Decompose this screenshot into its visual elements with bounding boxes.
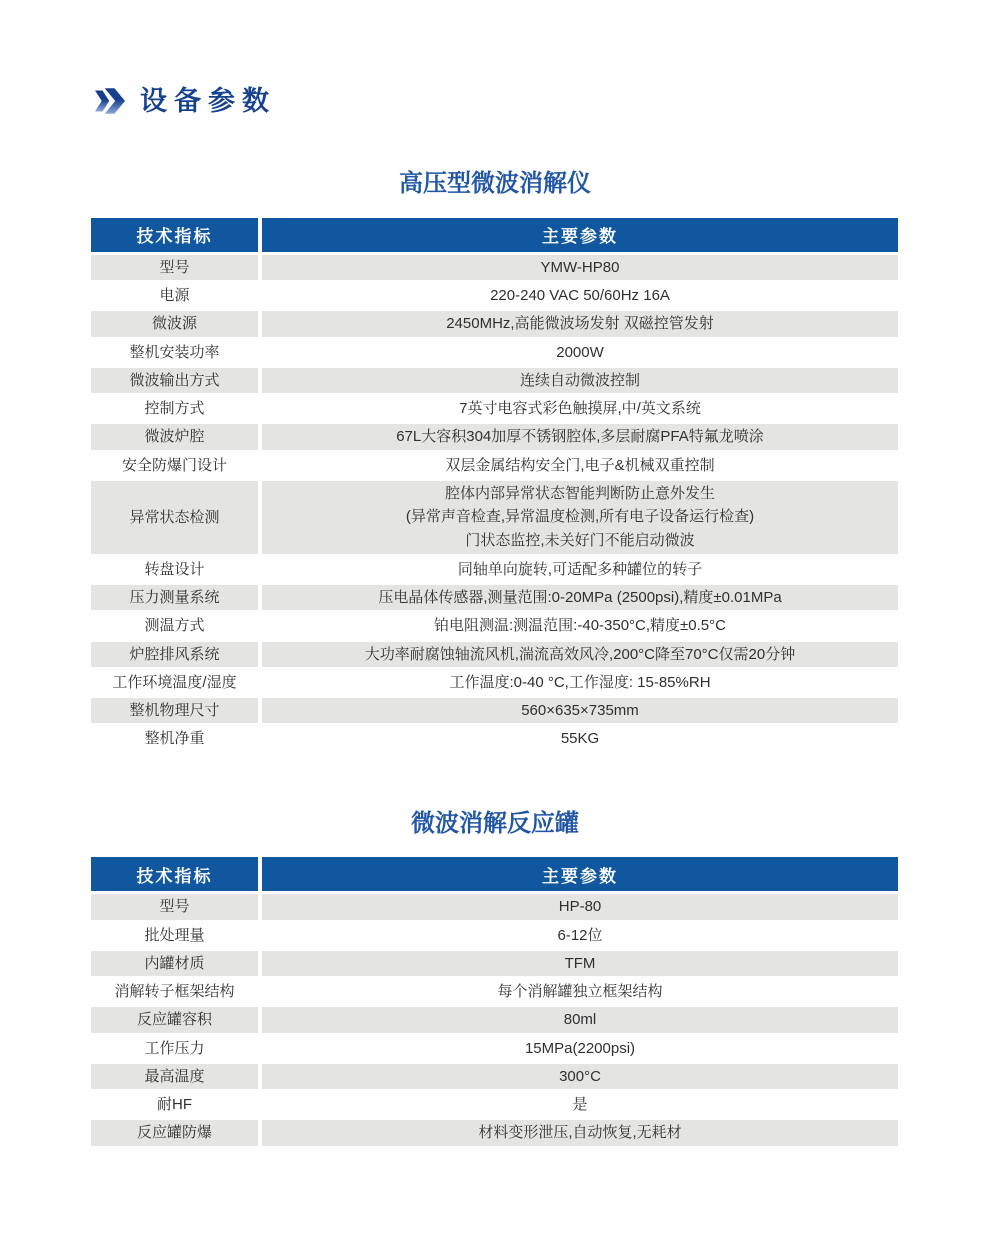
row-label: 内罐材质 — [91, 951, 258, 976]
row-value: 6-12位 — [262, 923, 898, 948]
row-value: 560×635×735mm — [262, 698, 898, 723]
row-value: HP-80 — [262, 894, 898, 919]
row-value: 300°C — [262, 1064, 898, 1089]
section-banner — [95, 0, 990, 118]
row-label: 控制方式 — [91, 396, 258, 421]
row-label: 电源 — [91, 283, 258, 308]
spec-table-vessel — [91, 857, 898, 1145]
row-value: 压电晶体传感器,测量范围:0-20MPa (2500psi),精度±0.01MPa — [262, 585, 898, 610]
row-label: 微波炉腔 — [91, 424, 258, 449]
row-value: YMW-HP80 — [262, 255, 898, 280]
row-label: 转盘设计 — [91, 557, 258, 582]
double-chevron-arrow-icon — [95, 84, 125, 118]
spec-table-instrument — [91, 218, 898, 752]
row-label: 工作环境温度/湿度 — [91, 670, 258, 695]
row-label: 微波输出方式 — [91, 368, 258, 393]
row-value: 220-240 VAC 50/60Hz 16A — [262, 283, 898, 308]
row-value: 7英寸电容式彩色触摸屏,中/英文系统 — [262, 396, 898, 421]
column-header-indicator: 技术指标 — [91, 857, 258, 891]
row-value: 67L大容积304加厚不锈钢腔体,多层耐腐PFA特氟龙喷涂 — [262, 424, 898, 449]
row-value: 15MPa(2200psi) — [262, 1036, 898, 1061]
row-value: TFM — [262, 951, 898, 976]
row-label: 批处理量 — [91, 923, 258, 948]
row-value: 80ml — [262, 1007, 898, 1032]
column-header-parameters: 主要参数 — [262, 218, 898, 252]
row-value: 材料变形泄压,自动恢复,无耗材 — [262, 1120, 898, 1145]
row-label: 反应罐容积 — [91, 1007, 258, 1032]
row-value: 55KG — [262, 726, 898, 751]
row-value: 大功率耐腐蚀轴流风机,湍流高效风冷,200°C降至70°C仅需20分钟 — [262, 642, 898, 667]
column-header-indicator: 技术指标 — [91, 218, 258, 252]
row-label: 整机物理尺寸 — [91, 698, 258, 723]
row-label: 测温方式 — [91, 613, 258, 638]
table-1-title: 高压型微波消解仪 — [399, 170, 591, 197]
row-label: 消解转子框架结构 — [91, 979, 258, 1004]
row-label: 整机安装功率 — [91, 340, 258, 365]
row-value: 铂电阻测温:测温范围:-40-350°C,精度±0.5°C — [262, 613, 898, 638]
row-value: 2000W — [262, 340, 898, 365]
row-label: 耐HF — [91, 1092, 258, 1117]
row-label: 型号 — [91, 894, 258, 919]
table-2-title: 微波消解反应罐 — [411, 809, 579, 837]
row-value: 工作温度:0-40 °C,工作湿度: 15-85%RH — [262, 670, 898, 695]
row-value: 是 — [262, 1092, 898, 1117]
row-label: 异常状态检测 — [91, 481, 258, 554]
row-label: 压力测量系统 — [91, 585, 258, 610]
row-value: 双层金属结构安全门,电子&机械双重控制 — [262, 453, 898, 478]
column-header-parameters: 主要参数 — [262, 857, 898, 891]
row-value: 同轴单向旋转,可适配多种罐位的转子 — [262, 557, 898, 582]
row-label: 型号 — [91, 255, 258, 280]
row-label: 微波源 — [91, 311, 258, 336]
row-value: 每个消解罐独立框架结构 — [262, 979, 898, 1004]
row-label: 最高温度 — [91, 1064, 258, 1089]
row-value: 2450MHz,高能微波场发射 双磁控管发射 — [262, 311, 898, 336]
row-label: 安全防爆门设计 — [91, 453, 258, 478]
row-label: 整机净重 — [91, 726, 258, 751]
row-label: 反应罐防爆 — [91, 1120, 258, 1145]
row-value: 腔体内部异常状态智能判断防止意外发生 (异常声音检查,异常温度检测,所有电子设备运行检查) 门状态监控,未关好门不能启动微波 — [262, 481, 898, 554]
row-value: 连续自动微波控制 — [262, 368, 898, 393]
row-label: 炉腔排风系统 — [91, 642, 258, 667]
page-title: 设备参数 — [140, 85, 276, 116]
row-label: 工作压力 — [91, 1036, 258, 1061]
